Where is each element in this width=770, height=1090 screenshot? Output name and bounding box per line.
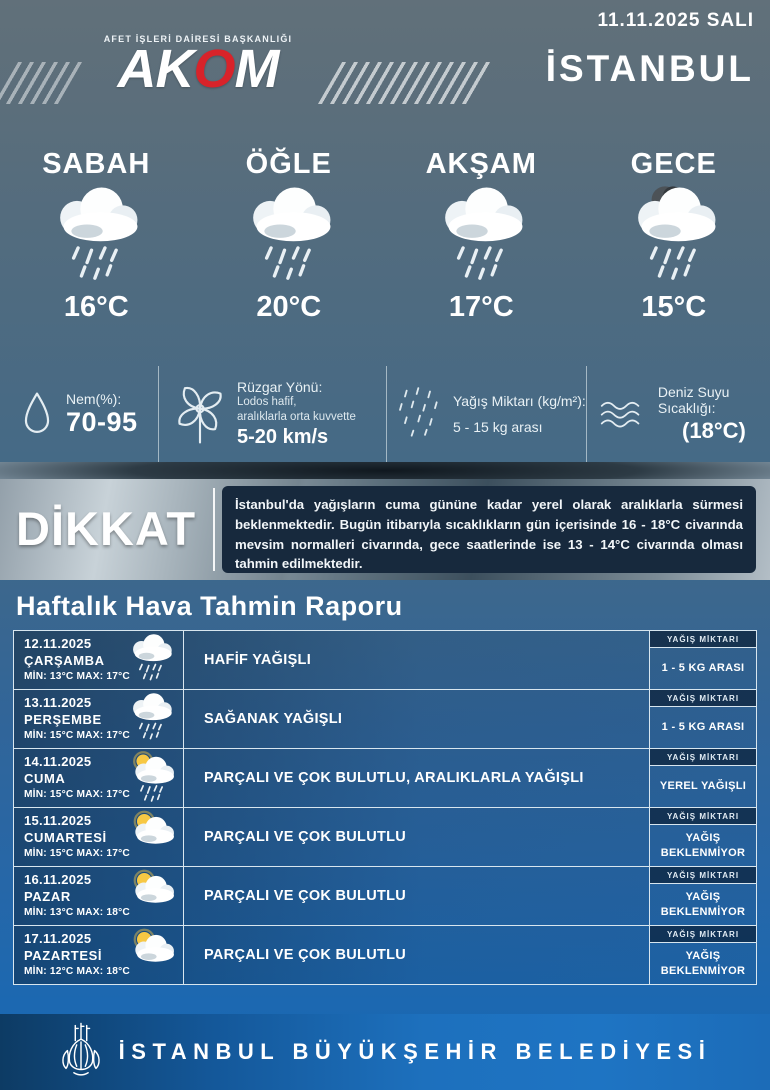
period-label: SABAH [42,148,151,180]
alert-section [0,479,770,580]
precipitation-metric [386,366,586,462]
logo-letters-ak: AK [117,39,194,99]
forecast-row [14,631,756,689]
precipitation-cell [650,690,756,748]
pinwheel-icon [173,382,227,446]
row-date: 12.11.2025 [24,636,92,651]
day-cell [14,690,184,748]
waves-icon [597,392,646,436]
day-cell [14,867,184,925]
precipitation-amount: 1 - 5 KG ARASI [661,662,745,675]
akom-logo [48,34,348,99]
row-min-max: MİN: 15°C MAX: 17°C [24,789,130,800]
row-day-name: CUMARTESİ [24,830,107,845]
wind-metric [158,366,386,462]
weekly-title: Haftalık Hava Tahmin Raporu [16,591,403,621]
alert-title: DİKKAT [16,502,197,555]
humidity-label: Nem(%): [66,390,122,407]
day-cell [14,631,184,689]
sun-cloud-icon [119,868,183,924]
precipitation-amount: YAĞIŞ BEKLENMİYOR [660,949,746,977]
row-min-max: MİN: 15°C MAX: 17°C [24,848,130,859]
report-date: 11.11.2025 SALI [597,10,754,31]
forecast-row [14,866,756,925]
row-day-name: PAZARTESİ [24,948,103,963]
period-label: GECE [630,148,717,180]
forecast-row [14,925,756,984]
precipitation-header: YAĞIŞ MİKTARI [650,690,756,707]
precipitation-header: YAĞIŞ MİKTARI [650,631,756,648]
row-date: 17.11.2025 [24,931,92,946]
municipality-name: İSTANBUL BÜYÜKŞEHİR BELEDİYESİ [118,1039,712,1064]
rain-cloud-icon [119,632,183,688]
precipitation-label: Yağış Miktarı (kg/m²): [453,393,586,409]
alert-text: İstanbul'da yağışların cuma gününe kadar yerel olarak aralıklarla sürmesi beklenmektedir. Bugün itibarıyla sıcaklıkların gün içerisinde 16 - 18°C civarında mevsim normalleri civarında, gece saatlerinde ise 13 - 14°C civarında olması tahmin edilmektedir. [222,486,756,573]
precipitation-cell [650,808,756,866]
period-temperature: 16°C [63,291,129,323]
row-min-max: MİN: 15°C MAX: 17°C [24,730,130,741]
rain-cloud-night-icon [610,183,738,295]
wind-value: 5-20 km/s [237,425,329,448]
period-card [385,148,578,324]
header [0,0,770,125]
row-date: 13.11.2025 [24,695,92,710]
row-day-name: CUMA [24,771,66,786]
row-day-name: PAZAR [24,889,71,904]
day-cell [14,808,184,866]
sea-temp-value: (18°C) [682,418,746,443]
precipitation-amount: YAĞIŞ BEKLENMİYOR [660,890,746,918]
row-day-name: ÇARŞAMBA [24,653,105,668]
precipitation-header: YAĞIŞ MİKTARI [650,749,756,766]
row-min-max: MİN: 13°C MAX: 18°C [24,907,130,918]
sun-cloud-icon [119,927,183,983]
row-description: HAFİF YAĞIŞLI [184,631,650,689]
sun-cloud-icon [119,809,183,865]
period-temperature: 17°C [448,291,514,323]
row-description: PARÇALI VE ÇOK BULUTLU [184,926,650,984]
wind-label: Rüzgar Yönü: [237,379,323,396]
precipitation-amount: 1 - 5 KG ARASI [661,721,745,734]
alert-separator [213,488,215,571]
humidity-value: 70-95 [66,406,138,437]
header-right [546,10,754,90]
precipitation-value: 5 - 15 kg arası [453,419,543,435]
city-title: İSTANBUL [545,48,754,89]
day-cell [14,926,184,984]
precipitation-amount: YEREL YAĞIŞLI [659,780,747,793]
forecast-row [14,807,756,866]
rain-cloud-icon [32,183,160,295]
precipitation-cell [650,926,756,984]
row-min-max: MİN: 13°C MAX: 17°C [24,671,130,682]
agency-name: AFET İŞLERİ DAİRESİ BAŞKANLIĞI [103,34,293,44]
rain-cloud-icon [119,691,183,747]
period-card [0,148,193,324]
precipitation-cell [650,631,756,689]
row-description: PARÇALI VE ÇOK BULUTLU [184,867,650,925]
wind-desc-2: aralıklarla orta kuvvette [237,410,356,423]
row-description: SAĞANAK YAĞIŞLI [184,690,650,748]
row-min-max: MİN: 12°C MAX: 18°C [24,966,130,977]
footer [0,1014,770,1090]
day-cell [14,749,184,807]
humidity-metric [0,366,158,462]
forecast-row [14,689,756,748]
ibb-logo-icon [59,1022,103,1082]
precipitation-amount: YAĞIŞ BEKLENMİYOR [660,831,746,859]
period-label: AKŞAM [425,148,537,180]
sea-temp-label: Deniz Suyu Sıcaklığı: [657,384,730,416]
weekly-forecast-table [13,630,757,985]
row-day-name: PERŞEMBE [24,712,102,727]
raindrops-icon [395,383,445,445]
row-date: 14.11.2025 [24,754,92,769]
row-date: 15.11.2025 [24,813,92,828]
rain-cloud-icon [417,183,545,295]
logo-letter-m: M [234,39,279,99]
row-description: PARÇALI VE ÇOK BULUTLU, ARALIKLARLA YAĞIŞLI [184,749,650,807]
droplet-icon [20,389,54,439]
precipitation-cell [650,867,756,925]
period-temperature: 15°C [641,291,707,323]
rain-cloud-icon [225,183,353,295]
precipitation-cell [650,749,756,807]
precipitation-header: YAĞIŞ MİKTARI [650,926,756,943]
period-card [578,148,770,324]
metallic-divider [0,462,770,479]
day-periods [0,148,770,324]
forecast-row [14,748,756,807]
precipitation-header: YAĞIŞ MİKTARI [650,867,756,884]
period-label: ÖĞLE [245,148,332,180]
precipitation-header: YAĞIŞ MİKTARI [650,808,756,825]
logo-letter-o: O [193,39,235,99]
sea-temp-metric [586,366,770,462]
row-description: PARÇALI VE ÇOK BULUTLU [184,808,650,866]
sun-rain-cloud-icon [119,750,183,806]
metrics-bar [0,366,770,462]
wind-desc-1: Lodos hafif, [237,396,297,409]
period-temperature: 20°C [256,291,322,323]
row-date: 16.11.2025 [24,872,92,887]
period-card [193,148,386,324]
